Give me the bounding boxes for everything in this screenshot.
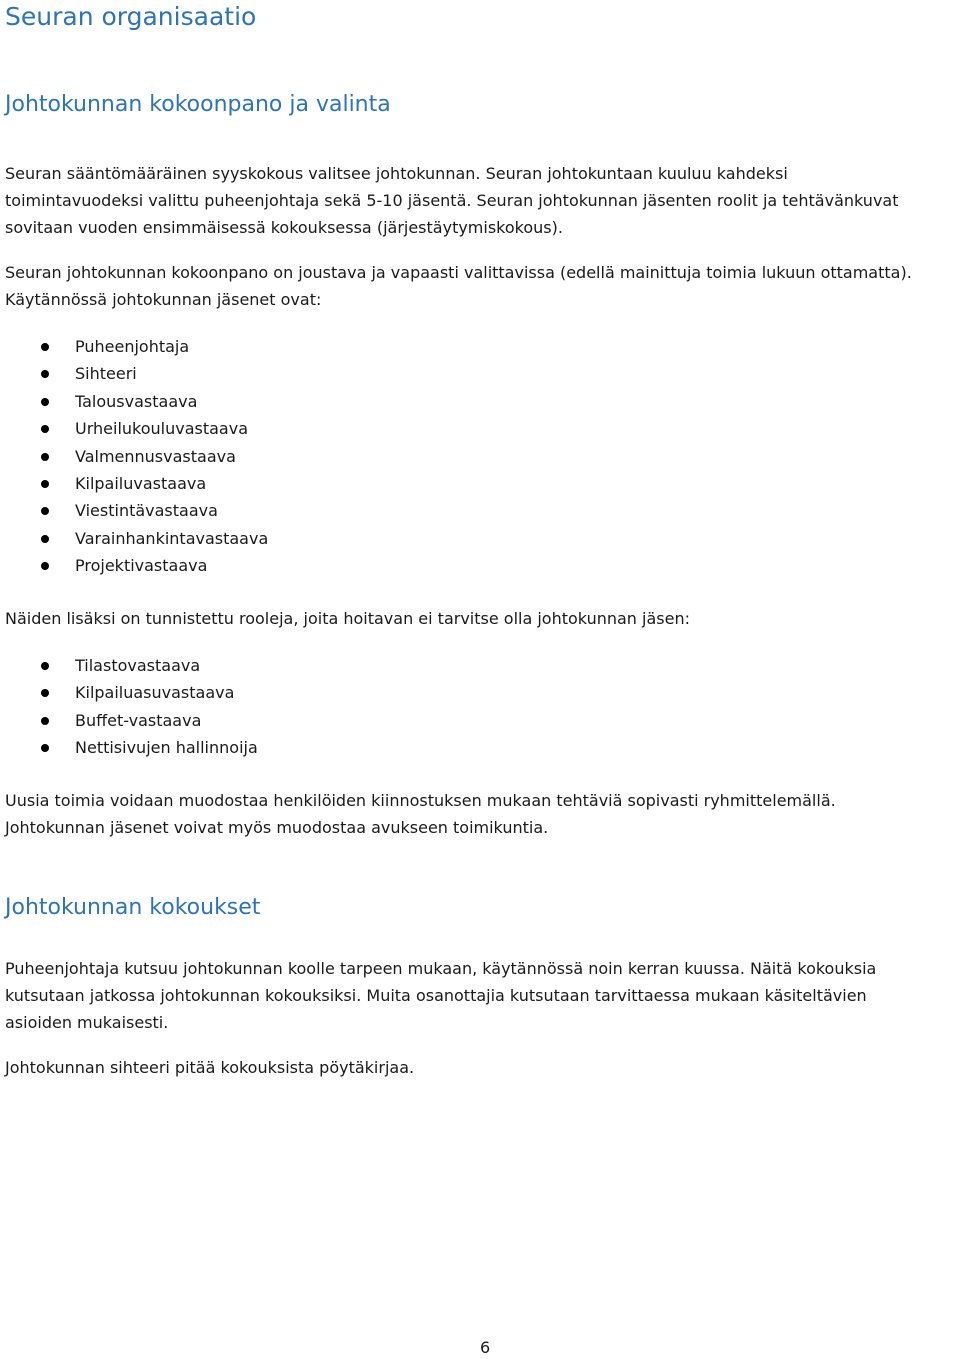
list-item-label: Viestintävastaava [75, 501, 218, 521]
section-heading-meetings: Johtokunnan kokoukset [5, 895, 261, 920]
list-item-label: Projektivastaava [75, 556, 208, 576]
paragraph-board-composition: Seuran johtokunnan kokoonpano on joustava ja vapaasti valittavissa (edellä mainittuja toimia lukuun ottamatta). Käytännössä johtokunnan jäsenet ovat: [5, 263, 912, 309]
list-item-label: Sihteeri [75, 364, 137, 384]
list-item [5, 734, 258, 761]
list-item [5, 652, 258, 679]
bullet-icon [41, 370, 49, 378]
bullet-icon [41, 562, 49, 570]
list-item [5, 333, 268, 360]
list-item [5, 525, 268, 552]
list-item-label: Buffet-vastaava [75, 710, 202, 730]
list-item [5, 443, 268, 470]
page-title: Seuran organisaatio [5, 2, 257, 31]
list-item-label: Talousvastaava [75, 391, 198, 411]
bullet-icon [41, 662, 49, 670]
list-item-label: Kilpailuasuvastaava [75, 683, 235, 703]
bullet-icon [41, 398, 49, 406]
paragraph-board-election: Seuran sääntömääräinen syyskokous valitsee johtokunnan. Seuran johtokuntaan kuuluu kahdeksi toimintavuodeksi valittu puheenjohtaja sekä 5-10 jäsentä. Seuran johtokunnan jäsenten roolit ja tehtävänkuvat sovitaan vuoden ensimmäisessä kokouksessa (järjestäytymiskokous). [5, 164, 899, 237]
bullet-icon [41, 717, 49, 725]
list-item-label: Valmennusvastaava [75, 446, 236, 466]
bullet-icon [41, 480, 49, 488]
paragraph-other-roles: Näiden lisäksi on tunnistettu rooleja, joita hoitavan ei tarvitse olla johtokunnan jäsen: [5, 609, 690, 628]
list-item [5, 388, 268, 415]
list-item-label: Tilastovastaava [75, 656, 201, 675]
list-item [5, 707, 258, 734]
list-item [5, 679, 258, 706]
bullet-icon [41, 343, 49, 351]
section-heading-composition: Johtokunnan kokoonpano ja valinta [5, 92, 391, 117]
paragraph-minutes: Johtokunnan sihteeri pitää kokouksista pöytäkirjaa. [5, 1058, 415, 1077]
board-members-list [5, 333, 268, 580]
list-item [5, 470, 268, 497]
bullet-icon [41, 453, 49, 461]
bullet-icon [41, 425, 49, 433]
page-number: 6 [480, 1338, 491, 1357]
bullet-icon [41, 507, 49, 515]
list-item-label: Varainhankintavastaava [75, 528, 269, 548]
list-item-label: Urheilukouluvastaava [75, 419, 248, 439]
list-item [5, 497, 268, 524]
bullet-icon [41, 535, 49, 543]
list-item [5, 360, 268, 387]
bullet-icon [41, 689, 49, 697]
other-roles-list [5, 652, 258, 762]
bullet-icon [41, 744, 49, 752]
list-item [5, 415, 268, 442]
list-item-label: Puheenjohtaja [75, 337, 190, 356]
paragraph-meetings: Puheenjohtaja kutsuu johtokunnan koolle tarpeen mukaan, käytännössä noin kerran kuussa. Näitä kokouksia kutsutaan jatkossa johtokunnan kokouksiksi. Muita osanottajia kutsutaan tarvittaessa mukaan käsiteltävien asioiden mukaisesti. [5, 959, 877, 1032]
list-item-label: Kilpailuvastaava [75, 473, 207, 493]
list-item [5, 552, 268, 579]
paragraph-new-roles: Uusia toimia voidaan muodostaa henkilöiden kiinnostuksen mukaan tehtäviä sopivasti ryhmittelemällä. Johtokunnan jäsenet voivat myös muodostaa avukseen toimikuntia. [5, 791, 836, 837]
list-item-label: Nettisivujen hallinnoija [75, 738, 258, 758]
